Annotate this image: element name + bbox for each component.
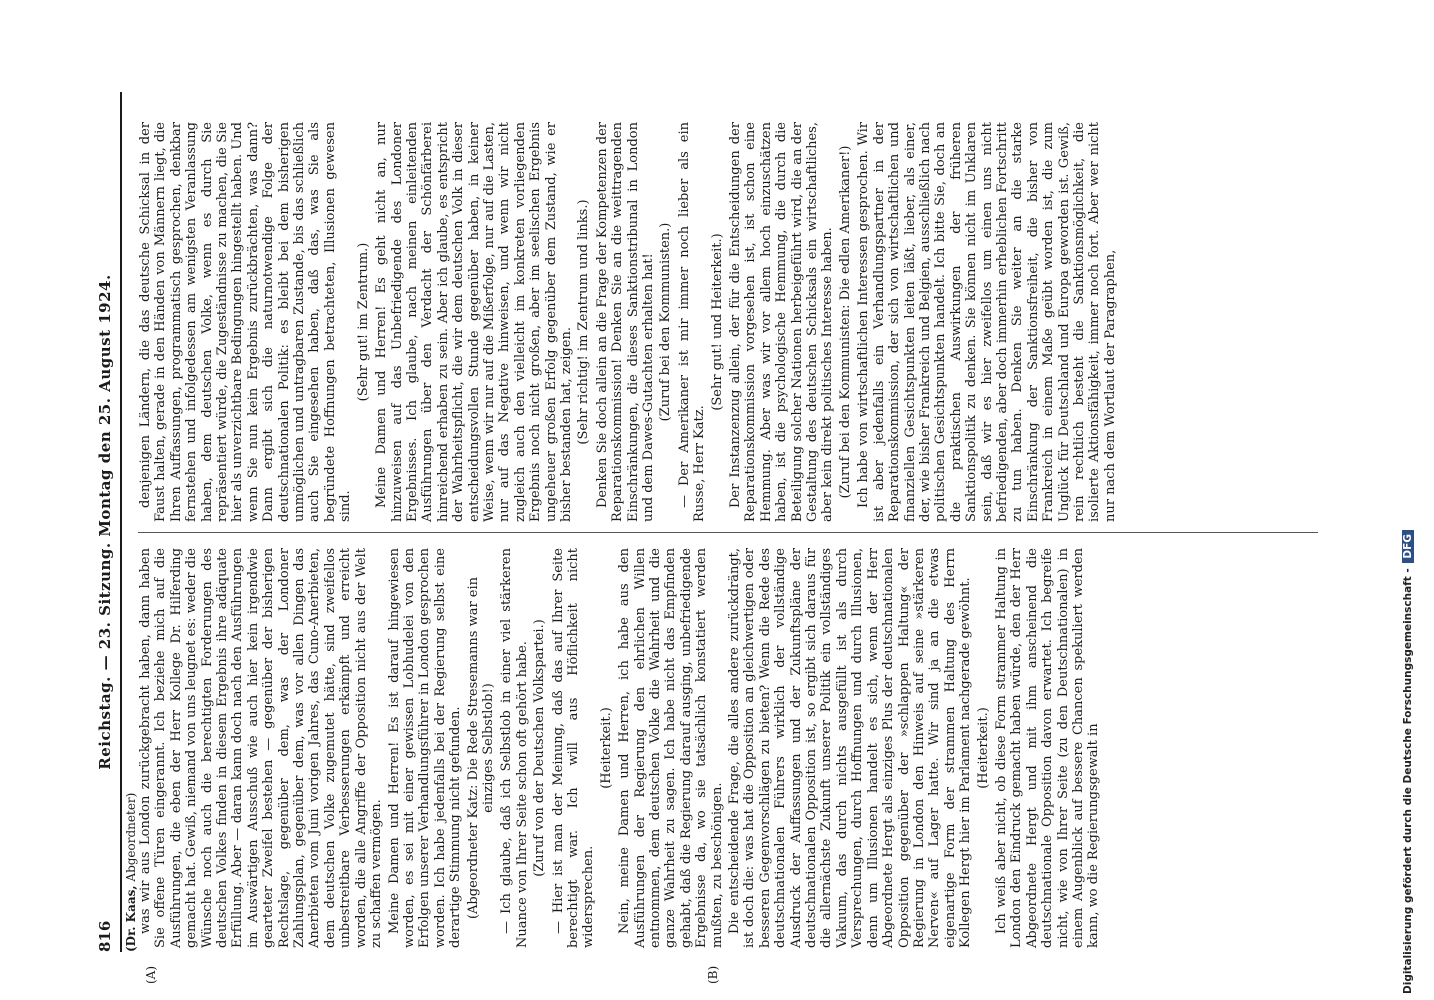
text-column-right bbox=[138, 122, 1334, 522]
paragraph: Denken Sie doch allein an die Frage der Kompetenzen der Reparationskommission! Denken Sie an die weittragenden Einschränkungen, die dieses Sanktionstribunal in London und dem Dawes-Gutachten erhalten hat! bbox=[594, 122, 656, 522]
speaker-role: Abgeordneter) bbox=[124, 792, 138, 882]
interjection: (Zuruf bei den Kommunisten: Die edlen Amerikaner!) bbox=[837, 145, 853, 499]
paragraph: — Ich glaube, daß ich Selbstlob in einer viel stärkeren Nuance von Ihrer Seite schon oft gehört habe. bbox=[499, 548, 530, 948]
column-divider bbox=[138, 532, 1318, 533]
header-title: Reichstag. — 23. Sitzung. Montag den 25. August 1924. bbox=[96, 274, 114, 770]
interjection: (Zuruf bei den Kommunisten.) bbox=[658, 222, 674, 422]
paragraph: — Der Amerikaner ist mir immer noch lieber als ein Russe, Herr Katz. bbox=[676, 122, 708, 522]
paragraph: Die entscheidende Frage, die alles andere zurückdrängt, ist doch die: was hat die Opposition an gleichwertigen oder besseren Gegenvorschlägen zu bieten? Wenn die Rede des deutschnationalen Führers wirklich der vollständige Ausdruck der Auffassungen und der Zukunftspläne der deutschnationalen Opposition ist, so ergibt sich daraus für die allernächste Zukunft unserer Politik ein vollständiges Vakuum, das durch nichts ausgefüllt ist als durch Versprechungen, durch Hoffnungen und durch Illusionen, denn um Illusionen handelt es sich, wenn der Herr Abgeordnete Hergt als einziges Plus der deutschnationalen Opposition gegenüber der »schlappen Haltung« der Regierung in London den Hinweis auf seine »stärkeren Nerven« auf Lager hatte. Wir sind ja an die etwas eigenartige Form der strammen Haltung des Herrn Kollegen Hergt hier im Parlament nachgerade gewöhnt. bbox=[727, 548, 974, 948]
header-rule bbox=[120, 92, 122, 952]
speaker-line bbox=[124, 793, 138, 952]
paragraph: Ich weiß aber nicht, ob diese Form strammer Haltung in London den Eindruck gemacht haben würde, den der Herr Abgeordnete Hergt und mit ihm anscheinend die deutschnationale Opposition davon erwartet. Ich begreife nicht, wie von Ihrer Seite (zu den Deutschnationalen) in einem Augenblick auf bessere Chancen spekuliert werden kann, wo die Regierungsgewalt in bbox=[993, 548, 1102, 948]
interjection: (Heiterkeit.) bbox=[975, 707, 991, 789]
running-header bbox=[94, 92, 118, 952]
paragraph: Meine Damen und Herren! Es geht nicht an, nur hinzuweisen auf das Unbefriedigende des Londoner Ergebnisses. Ich glaube, nach meinen einleitenden Ausführungen über den Verdacht der Schönfärberei hinreichend erhaben zu sein. Aber ich glaube, es entspricht der Wahrheitspflicht, die wir dem deutschen Volk in dieser entscheidungsvollen Stunde gegenüber haben, in keiner Weise, wenn wir nur auf die Mißerfolge, nur auf die Lasten, nur auf das Negative hinweisen, und wenn wir nicht zugleich auch den vielleicht im konkreten vorliegenden Ergebnis noch nicht großen, aber im seelischen Ergebnis ungeheuer großen Erfolg gegenüber dem Zustand, wie er bisher bestanden hat, zeigen. bbox=[374, 122, 574, 522]
interjection: (Abgeordneter Katz: Die Rede Stresemanns war ein einziges Selbstlob!) bbox=[465, 576, 496, 920]
interjection: (Sehr gut! im Zentrum.) bbox=[355, 242, 371, 402]
interjection: (Sehr gut! und Heiterkeit.) bbox=[709, 233, 725, 411]
paragraph: Ich habe von wirtschaftlichen Interessen gesprochen. Wir ist aber jedenfalls ein Verhandlungspartner in der Reparationskommission, der sich von wirtschaftlichen und finanziellen Gesichtspunkten leiten läßt, lieber, als einer, der, wie bisher Frankreich und Belgien, ausschließlich nach politischen Gesichtspunkten handelt. Ich bitte Sie, doch an die praktischen Auswirkungen der früheren Sanktionspolitik zu denken. Sie können nicht im Unklaren sein, daß wir es hier zweifellos um einen uns nicht befriedigenden, aber doch immerhin erheblichen Fortschritt zu tun haben. Denken Sie weiter an die starke Einschränkung der Sanktionsfreiheit, die bisher von Frankreich in einem Maße geübt worden ist, die zum Unglück für Deutschland und Europa geworden ist. Gewiß, rein rechtlich besteht die Sanktionsmöglichkeit, die isolierte Aktionsfähigkeit, immer noch fort. Aber wer nicht nur nach dem Wortlaut der Paragraphen, bbox=[856, 122, 1118, 522]
speaker-name: (Dr. Kaas, bbox=[124, 885, 138, 952]
paragraph: Meine Damen und Herren! Es ist darauf hingewiesen worden, es sei mit einer gewissen Lobhudelei von den Erfolgen unserer Verhandlungsführer in London gesprochen worden. Ich habe jedenfalls bei der Regierung selbst eine derartige Stimmung nicht gefunden. bbox=[386, 548, 464, 948]
interjection: (Sehr richtig! im Zentrum und links.) bbox=[576, 199, 592, 445]
margin-marker-b: (B) bbox=[706, 965, 720, 984]
rotated-page bbox=[94, 92, 1334, 984]
paragraph: Der Instanzenzug allein, der für die Entscheidungen der Reparationskommission vorgesehen ist, ist schon eine Hemmung. Aber was wir vor allem hoch einzuschätzen haben, ist die psychologische Hemmung, die durch die Beteiligung solcher Nationen herbeigeführt wird, die an der Gestaltung des deutschen Schicksals ein wirtschaftliches, aber kein direkt politisches Interesse haben. bbox=[728, 122, 836, 522]
paragraph: denjenigen Ländern, die das deutsche Schicksal in der Faust halten, gerade in den Händen von Männern liegt, die Ihren Auffassungen, programmatisch gesprochen, denkbar fernstehen und infolgedessen am wenigsten Veranlassung haben, dem deutschen Volke, wenn es durch Sie repräsentiert würde, die Zugeständnisse zu machen, die Sie hier als unverzichtbare Bedingungen hingestellt haben. Und wenn Sie nun kein Ergebnis zurückbrächten, was dann? Dann ergibt sich die naturnotwendige Folge der deutschnationalen Politik: es bleibt bei dem bisherigen unmöglichen und untragbaren Zustande, bis das schließlich auch Sie eingesehen haben, daß das, was Sie als begründete Hoffnungen betrachteten, Illusionen gewesen sind. bbox=[138, 122, 354, 522]
dfg-logo: DFG bbox=[1402, 530, 1414, 563]
credit-line bbox=[1402, 4, 1422, 998]
digitization-credit bbox=[1402, 8, 1432, 998]
interjection: (Heiterkeit.) bbox=[598, 707, 614, 789]
margin-marker-a: (A) bbox=[144, 965, 158, 984]
paragraph: Nein, meine Damen und Herren, ich habe aus den Ausführungen der Regierung den ehrlichen Willen entnommen, dem deutschen Volke die Wahrheit und die ganze Wahrheit zu sagen. Ich habe nicht das Empfinden gehabt, daß die Regierung darauf ausging, unbefriedigende Ergebnisse da, wo sie tatsächlich konstatiert werden mußten, zu beschönigen. bbox=[617, 548, 725, 948]
text-column-left bbox=[138, 548, 1334, 948]
interjection: (Zuruf von der Deutschen Volkspartei.) bbox=[532, 619, 548, 877]
paragraph: — Hier ist man der Meinung, daß das auf Ihrer Seite berechtigt war. Ich will aus Höflichkeit nicht widersprechen. bbox=[550, 548, 597, 948]
page-number: 816 bbox=[96, 920, 114, 952]
paragraph: was wir aus London zurückgebracht haben, dann haben Sie offene Türen eingerannt. Ich beziehe mich auf die Ausführungen, die eben der Herr Kollege Dr. Hilferding gemacht hat. Gewiß, niemand von uns leugnet es: weder die Wünsche noch auch die berechtigten Forderungen des deutschen Volkes finden in diesem Ergebnis ihre adäquate Erfüllung. Aber — daran kann doch nach den Ausführungen im Auswärtigen Ausschuß wie auch hier kein irgendwie gearteter Zweifel bestehen — gegenüber der bisherigen Rechtslage, gegenüber dem, was der Londoner Zahlungsplan, gegenüber dem, was vor allen Dingen das Anerbieten vom Juni vorigen Jahres, das Cuno-Anerbieten, dem deutschen Volke zugemutet hätte, sind zweifellos unbestreitbare Verbesserungen erkämpft und erreicht worden, die alle Angriffe der Opposition nicht aus der Welt zu schaffen vermögen. bbox=[138, 548, 385, 948]
credit-text: Digitalisierung gefördert durch die Deutsche Forschungsgemeinschaft - bbox=[1402, 568, 1414, 994]
